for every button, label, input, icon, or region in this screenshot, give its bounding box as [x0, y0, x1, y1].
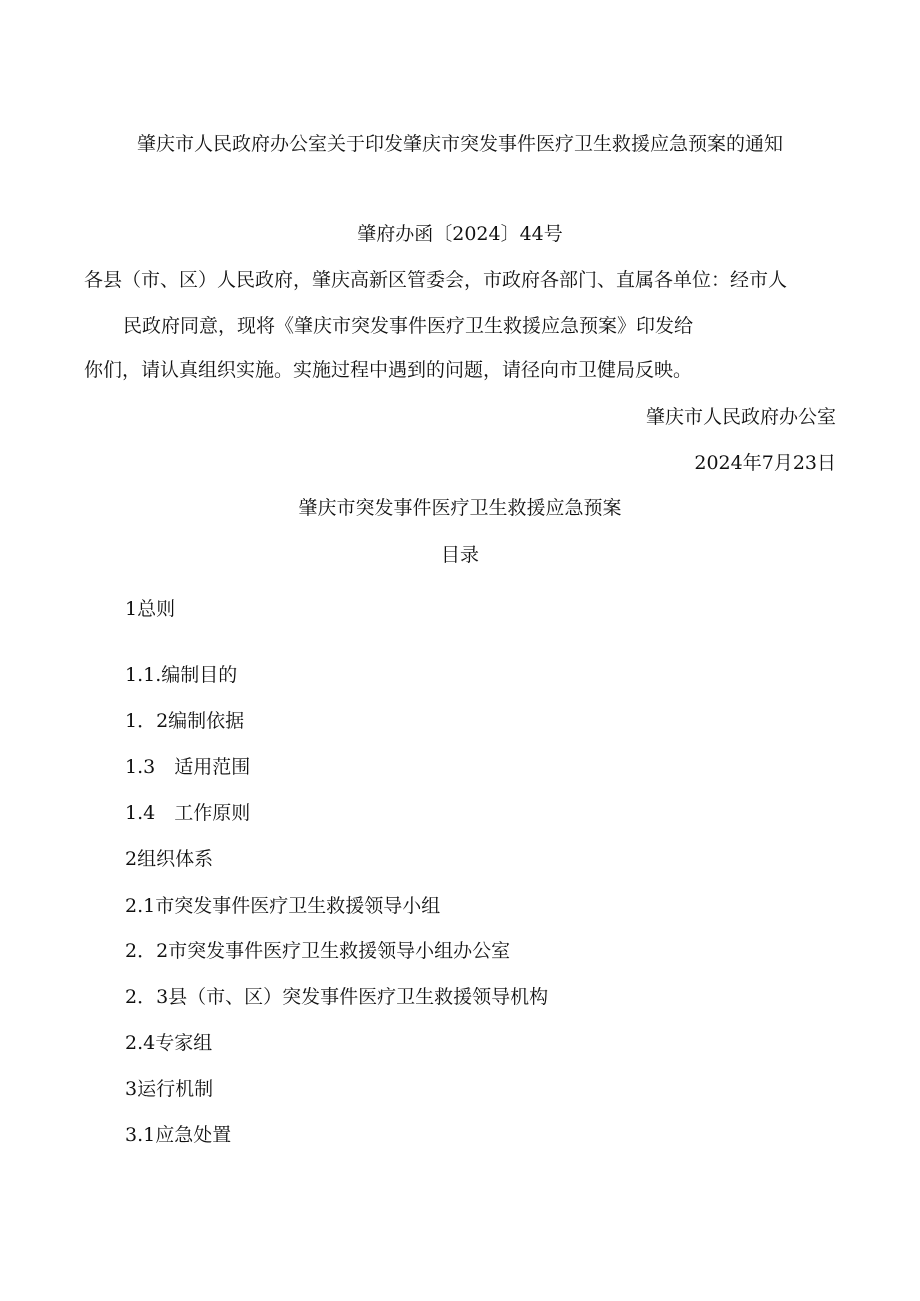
toc-item-1-2: 1．2编制依据: [125, 710, 245, 732]
toc-item-2-2: 2．2市突发事件医疗卫生救援领导小组办公室: [125, 940, 511, 962]
notice-body-line-3: 你们，请认真组织实施。实施过程中遇到的问题，请径向市卫健局反映。: [84, 359, 693, 381]
issuer-signature: 肇庆市人民政府办公室: [645, 406, 836, 428]
notice-body-line-2: 民政府同意，现将《肇庆市突发事件医疗卫生救援应急预案》印发给: [123, 315, 694, 337]
plan-title: 肇庆市突发事件医疗卫生救援应急预案: [298, 497, 622, 519]
toc-item-2-1: 2.1市突发事件医疗卫生救援领导小组: [125, 895, 441, 917]
issue-date: 2024年7月23日: [694, 452, 836, 474]
toc-item-2-4: 2.4专家组: [125, 1032, 213, 1054]
toc-item-1-3: 1.3 适用范围: [125, 756, 251, 778]
toc-item-2-3: 2．3县（市、区）突发事件医疗卫生救援领导机构: [125, 986, 549, 1008]
document-number: 肇府办函〔2024〕44号: [357, 223, 563, 245]
toc-item-1-1: 1.1.编制目的: [125, 664, 238, 686]
toc-item-3: 3运行机制: [125, 1078, 214, 1100]
toc-heading: 目录: [440, 544, 479, 566]
notice-body-line-1: 各县（市、区）人民政府，肇庆高新区管委会，市政府各部门、直属各单位：经市人: [84, 269, 788, 291]
toc-item-1-4: 1.4 工作原则: [125, 802, 251, 824]
notice-title: 肇庆市人民政府办公室关于印发肇庆市突发事件医疗卫生救援应急预案的通知: [136, 133, 783, 155]
toc-item-1: 1总则: [125, 598, 176, 620]
toc-item-2: 2组织体系: [125, 848, 214, 870]
toc-item-3-1: 3.1应急处置: [125, 1124, 232, 1146]
